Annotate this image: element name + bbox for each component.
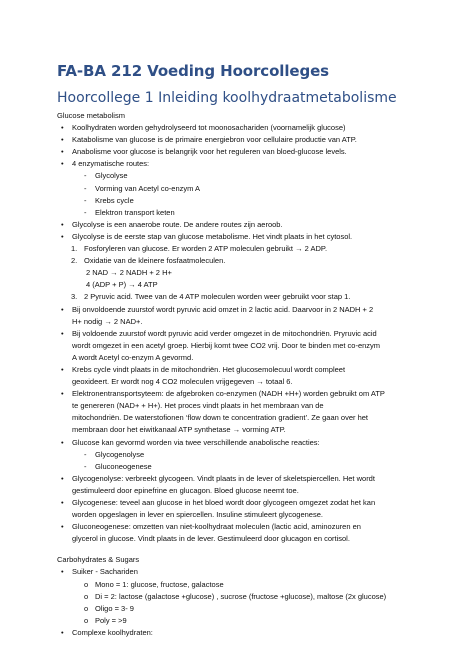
item-text: 4 enzymatische routes: [72,159,150,169]
item-text: membraan door het eiwitkanaal ATP synthetase → vorming ATP. [72,425,286,435]
item-text: Glycolyse is de eerste stap van glucose metabolisme. Het vindt plaats in het cytosol. [72,231,353,241]
sub-item [57,615,447,627]
list-marker: • [61,522,64,532]
list-marker: - [84,207,87,217]
continuation-line [57,316,447,328]
carbohydrates-list [57,566,447,639]
continuation-line [57,352,447,364]
item-text: Glycolyse [95,171,128,181]
item-text: Fosforyleren van glucose. Er worden 2 ATP moleculen gebruikt → 2 ADP. [84,244,328,254]
item-text: Di = 2: lactose (galactose +glucose) , sucrose (fructose +glucose), maltose (2x glucose) [95,591,387,601]
continuation-line [57,424,447,436]
list-marker: • [61,135,64,145]
item-text: Krebs cycle [95,195,134,205]
bullet-item [57,158,447,170]
bullet-item [57,566,447,578]
item-text: Gluconeogenese: omzetten van niet-koolhydraat moleculen (lactic acid, aminozuren en [72,522,361,532]
bullet-item [57,122,447,134]
list-marker: - [84,171,87,181]
list-marker: • [61,627,64,637]
bullet-item [57,388,447,400]
continuation-line [57,340,447,352]
item-text: Suiker - Sachariden [72,567,138,577]
equation-line [57,267,447,279]
item-text: Glycogenolyse: verbreekt glycogeen. Vindt plaats in de lever of skeletspiercellen. Het wordt [72,473,375,483]
item-text: Anabolisme voor glucose is belangrijk voor het reguleren van bloed-glucose levels. [72,147,347,157]
continuation-line [57,400,447,412]
item-text: Elektronentransportsyteem: de afgebroken co-enzymen (NADH +H+) worden gebruikt om ATP [72,389,385,399]
list-marker: • [61,364,64,374]
bullet-item [57,146,447,158]
bullet-item [57,473,447,485]
item-text: Bij onvoldoende zuurstof wordt pyruvic acid omzet in 2 lactic acid. Daarvoor in 2 NADH + 2 [72,304,374,314]
sub-item [57,461,447,473]
list-marker: o [84,615,89,625]
equation-line [57,279,447,291]
sub-item [57,603,447,615]
item-text: Glycogenese: teveel aan glucose in het bloed wordt door glycogeen omgezet zodat het kan [72,498,376,507]
document-body [57,110,447,639]
numbered-item [57,243,447,255]
sub-item [57,195,447,207]
item-text: 2 Pyruvic acid. Twee van de 4 ATP moleculen worden weer gebruikt voor stap 1. [84,292,351,302]
item-text: Katabolisme van glucose is de primaire energiebron voor cellulaire productie van ATP. [72,135,357,145]
item-text: 2 NAD → 2 NADH + 2 H+ [86,268,172,278]
list-marker: o [84,591,89,601]
item-text: Mono = 1: glucose, fructose, galactose [95,579,224,589]
section-heading-glucose-metabolism: Glucose metabolism [57,111,125,120]
bullet-item [57,304,447,316]
bullet-item [57,497,447,509]
item-text: Glycolyse is een anaerobe route. De andere routes zijn aeroob. [72,219,283,229]
item-text: Complexe koolhydraten: [72,627,153,637]
item-text: te genereren (NAD+ + H+). Het proces vindt plaats in het membraan van de [72,401,324,411]
list-marker: • [61,389,64,399]
list-marker: • [61,473,64,483]
list-marker: • [61,437,64,447]
sub-item [57,207,447,219]
bullet-item [57,627,447,639]
list-marker: • [61,567,64,577]
item-text: Glycogenolyse [95,449,145,459]
item-text: Bij voldoende zuurstof wordt pyruvic acid verder omgezet in de mitochondriën. Pryruvic acid [72,328,377,338]
list-marker: • [61,498,64,507]
bullet-item [57,134,447,146]
numbered-item [57,291,447,303]
list-marker: - [84,183,87,193]
item-text: geoxideert. Er wordt nog 4 CO2 moleculen vrijgegeven → totaal 6. [72,377,293,387]
item-text: Elektron transport keten [95,207,175,217]
continuation-line [57,533,447,545]
item-text: H+ nodig → 2 NAD+. [72,316,143,326]
bullet-item [57,364,447,376]
sub-item [57,591,447,603]
list-marker: - [84,461,87,471]
item-text: Poly = >9 [95,615,127,625]
item-text: Oxidatie van de kleinere fosfaatmoleculen. [84,256,226,266]
list-number: 1. [71,244,78,254]
item-text: 4 (ADP + P) → 4 ATP [86,280,158,290]
sub-item [57,170,447,182]
item-text: Oligo = 3- 9 [95,603,134,613]
section-heading-carbohydrates: Carbohydrates & Sugars [57,555,140,565]
bullet-item [57,437,447,449]
item-text: mitochondriën. De waterstofionen ‘flow down te concentration gradient’. Ze gaan over het [72,413,369,423]
bullet-item [57,521,447,533]
sub-item [57,579,447,591]
glucose-metabolism-list [57,122,447,545]
item-text: Krebs cycle vindt plaats in de mitochondriën. Het glucosemolecuul wordt compleet [72,364,346,374]
list-marker: o [84,603,89,613]
list-marker: - [84,449,87,459]
continuation-line [57,485,447,497]
list-marker: - [84,195,87,205]
list-marker: • [61,231,64,241]
continuation-line [57,509,447,521]
document-title: FA-BA 212 Voeding Hoorcolleges [57,62,329,80]
continuation-line [57,412,447,424]
list-marker: • [61,147,64,157]
list-number: 3. [71,292,78,302]
list-marker: • [61,159,64,169]
list-marker: • [61,328,64,338]
item-text: Vorming van Acetyl co-enzym A [95,183,201,193]
list-number: 2. [71,256,78,266]
numbered-item [57,255,447,267]
item-text: gestimuleerd door epinefrine en glucagon. Bloed glucose neemt toe. [72,485,299,495]
bullet-item [57,231,447,243]
continuation-line [57,376,447,388]
item-text: worden opgeslagen in lever en spiercellen. Insuline stimuleert glycogenese. [72,510,323,520]
spacer [57,545,447,554]
item-text: A wordt Acetyl co-enzym A gevormd. [72,352,194,362]
list-marker: o [84,579,89,589]
sub-item [57,183,447,195]
item-text: Glucose kan gevormd worden via twee verschillende anabolische reacties: [72,437,320,447]
item-text: Koolhydraten worden gehydrolyseerd tot moonosachariden (voornamelijk glucose) [72,123,346,133]
bullet-item [57,328,447,340]
item-text: wordt omgezet in een acetyl groep. Hierbij komt twee CO2 vrij. Door te binden met co-enzym [72,340,381,350]
item-text: glycerol in glucose. Vindt plaats in de lever. Gestimuleerd door glucagon en cortisol. [72,534,350,544]
lecture-heading: Hoorcollege 1 Inleiding koolhydraatmetabolisme [57,90,397,106]
list-marker: • [61,219,64,229]
item-text: Gluconeogenese [95,461,152,471]
bullet-item [57,219,447,231]
list-marker: • [61,304,64,314]
sub-item [57,449,447,461]
list-marker: • [61,123,64,133]
